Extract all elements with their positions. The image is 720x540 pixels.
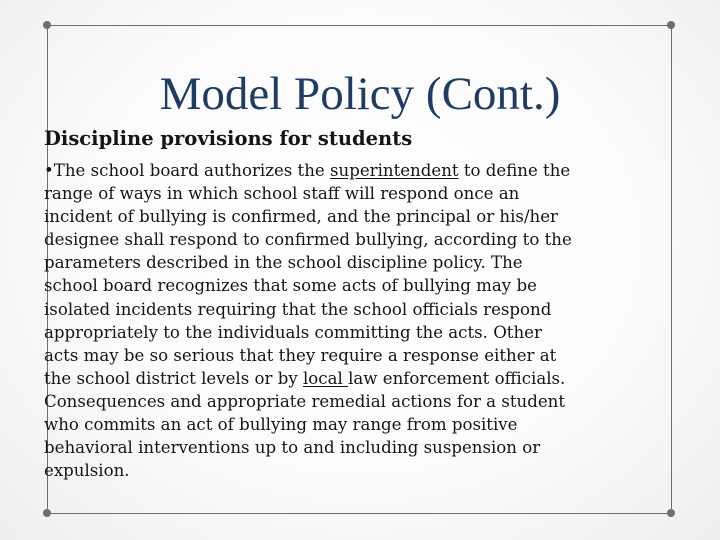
body-line: appropriately to the individuals committing the acts. Other xyxy=(44,322,542,342)
body-line: incident of bullying is confirmed, and the principal or his/her xyxy=(44,207,558,227)
body-line: parameters described in the school discipline policy. The xyxy=(44,253,523,273)
local-link[interactable]: local xyxy=(303,368,349,388)
body-line: acts may be so serious that they require a response either at xyxy=(44,345,557,365)
body-line: Consequences and appropriate remedial actions for a student xyxy=(44,391,566,411)
slide-title: Model Policy (Cont.) xyxy=(159,68,561,120)
body-line: expulsion. xyxy=(44,461,130,481)
body-line: behavioral interventions up to and including suspension or xyxy=(44,438,541,458)
body-line xyxy=(44,159,684,182)
frame-bottom-line xyxy=(47,513,672,514)
frame-top-line xyxy=(47,25,672,26)
body-text-segment: •The school board authorizes the xyxy=(44,161,330,180)
slide-subheading: Discipline provisions for students xyxy=(44,127,413,150)
corner-dot-top-right xyxy=(667,21,675,29)
superintendent-link[interactable]: superintendent xyxy=(330,161,459,180)
body-text-segment: law enforcement officials. xyxy=(348,368,566,388)
corner-dot-top-left xyxy=(43,21,51,29)
body-line xyxy=(44,367,684,390)
body-line: school board recognizes that some acts of bullying may be xyxy=(44,276,537,296)
corner-dot-bottom-right xyxy=(667,509,675,517)
body-line: range of ways in which school staff will respond once an xyxy=(44,184,520,204)
body-line: who commits an act of bullying may range from positive xyxy=(44,415,518,435)
body-line: designee shall respond to confirmed bullying, according to the xyxy=(44,230,572,250)
corner-dot-bottom-left xyxy=(43,509,51,517)
body-text-segment: to define the xyxy=(458,161,571,180)
body-line: isolated incidents requiring that the school officials respond xyxy=(44,299,552,319)
body-text-segment: the school district levels or by xyxy=(44,368,303,388)
body-paragraph xyxy=(44,159,684,482)
